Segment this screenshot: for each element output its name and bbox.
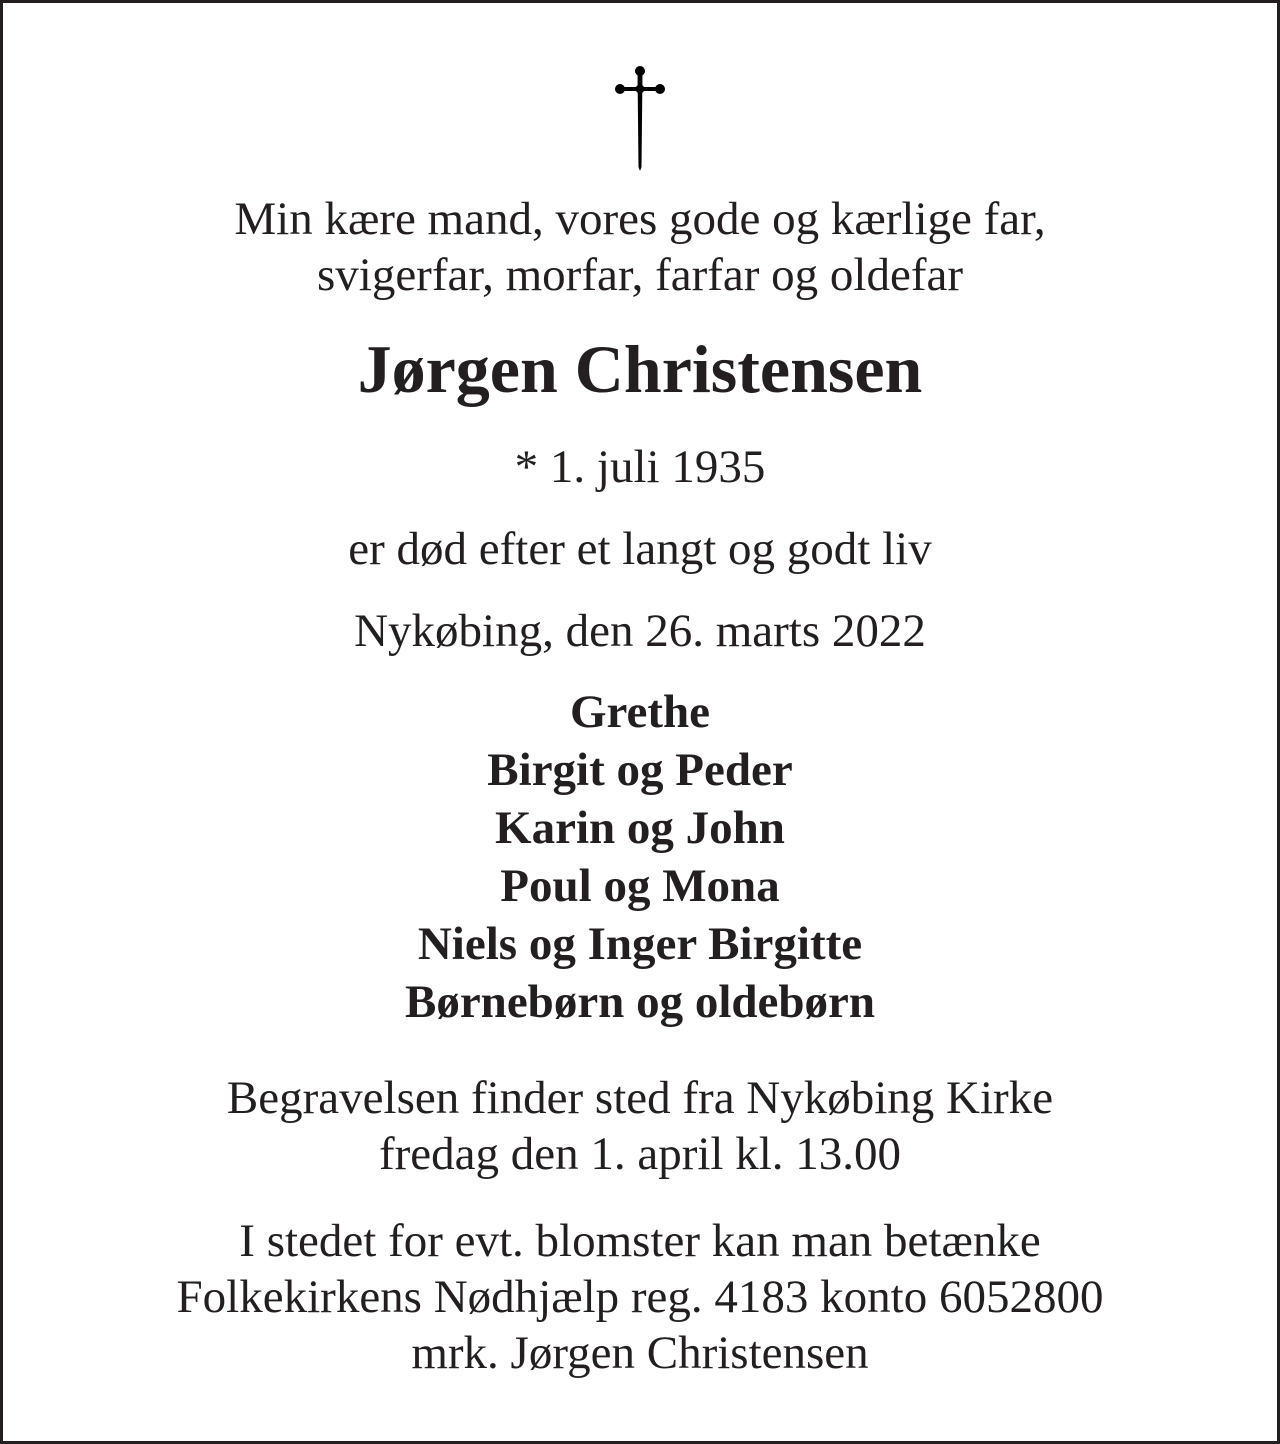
deceased-name: Jørgen Christensen	[357, 331, 923, 407]
family-member: Niels og Inger Birgitte	[417, 918, 863, 970]
intro-line-2: svigerfar, morfar, farfar og oldefar	[316, 249, 964, 301]
intro-line-1: Min kære mand, vores gode og kærlige far,	[234, 193, 1046, 245]
funeral-line-2: fredag den 1. april kl. 13.00	[378, 1128, 902, 1180]
family-member: Birgit og Peder	[487, 744, 793, 796]
family-list	[3, 683, 1277, 1031]
family-member: Karin og John	[495, 802, 785, 854]
donation-info	[3, 1213, 1277, 1381]
family-member: Grethe	[569, 686, 711, 738]
donation-line-2: Folkekirkens Nødhjælp reg. 4183 konto 6052800	[176, 1271, 1104, 1323]
cross-icon	[615, 65, 665, 171]
funeral-info	[3, 1070, 1277, 1182]
family-member: Børnebørn og oldebørn	[404, 976, 876, 1028]
donation-line-1: I stedet for evt. blomster kan man betænke	[239, 1215, 1041, 1267]
birth-date: * 1. juli 1935	[514, 441, 766, 493]
intro-text	[3, 191, 1277, 303]
donation-line-3: mrk. Jørgen Christensen	[411, 1327, 869, 1379]
cross-icon-wrapper	[3, 65, 1277, 171]
passing-statement: er død efter et langt og godt liv	[348, 523, 932, 575]
place-and-date: Nykøbing, den 26. marts 2022	[354, 605, 926, 657]
family-member: Poul og Mona	[500, 860, 780, 912]
funeral-line-1: Begravelsen finder sted fra Nykøbing Kirke	[226, 1072, 1054, 1124]
